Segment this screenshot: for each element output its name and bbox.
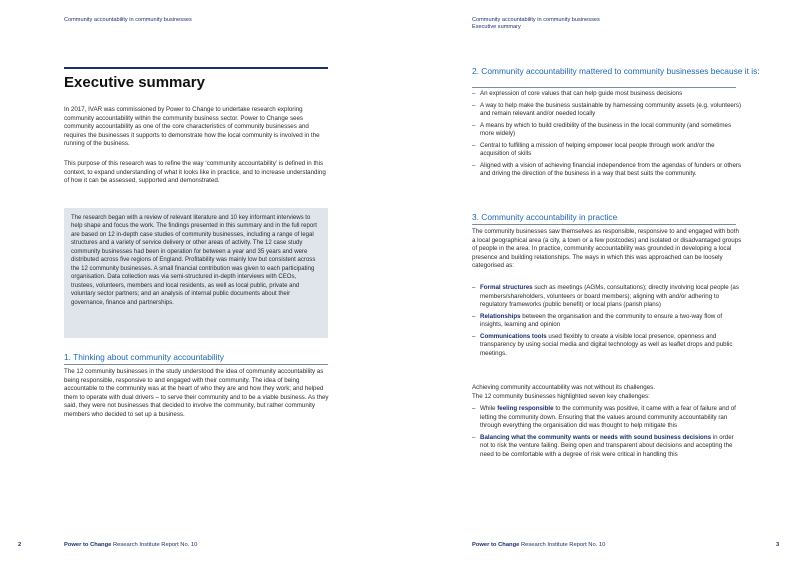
list-item-text: such as meetings (AGMs, consultations); directly involving local people (as members/shareholders, volunteers or board members); aligning with and/or adhering to regulatory frameworks (public benefit) or local plans (parish plans) bbox=[480, 284, 739, 308]
list-item-term: Balancing what the community wants or needs with sound business decisions bbox=[480, 433, 712, 441]
page-title: Executive summary bbox=[64, 74, 205, 91]
purpose-paragraph: This purpose of this research was to refine the way ‘community accountability’ is defined in this context, to expand understanding of what it looks like in practice, and to increase understanding of how it can be assessed, supported and demonstrated. bbox=[64, 160, 326, 184]
section-rule bbox=[472, 87, 736, 88]
title-rule bbox=[64, 67, 328, 69]
list-item-text: between the organisation and the community to ensure a two-way flow of insights, learning and opinion bbox=[480, 312, 723, 328]
list-item-text: in order not to risk the venture failing. Being open and transparent about decisions and accepting the need to be comfortable with a degree of risk were critical in handling this bbox=[480, 433, 734, 458]
footer-brand: Power to Change bbox=[472, 542, 520, 548]
list-item bbox=[472, 333, 742, 359]
running-head: Community accountability in community businesses bbox=[64, 17, 192, 23]
section-heading-3: 3. Community accountability in practice bbox=[472, 212, 618, 222]
footer-text: Research Institute Report No. 10 bbox=[111, 542, 198, 548]
list-item: – A way to help make the business sustainable by harnessing community assets (e.g. volunteers) and remain relevant and/or needed locally bbox=[472, 102, 742, 119]
list-item-text: to the community was positive, it came with a fear of failure and of letting the community down. Ensuring that the values around community accountability ran through everything the organisation did was thought to help mitigate this bbox=[480, 405, 736, 429]
list-item: – Central to fulfilling a mission of helping empower local people through work and/or the acquisition of skills bbox=[472, 142, 742, 159]
footer bbox=[64, 542, 197, 548]
section-rule bbox=[64, 364, 328, 365]
challenges-intro-line: Achieving community accountability was not without its challenges. bbox=[472, 384, 655, 391]
challenges-intro-line: The 12 community businesses highlighted seven key challenges: bbox=[472, 392, 650, 400]
list-item-term: Formal structures bbox=[480, 284, 533, 291]
practice-list bbox=[472, 284, 742, 361]
page-number: 2 bbox=[18, 542, 22, 548]
list-item: – An expression of core values that can help guide most business decisions bbox=[472, 90, 742, 99]
list-item-term: Relationships bbox=[480, 312, 521, 320]
list-item bbox=[472, 313, 742, 330]
section-heading-2: 2. Community accountability mattered to community businesses because it is: bbox=[472, 66, 760, 76]
section1-paragraph: The 12 community businesses in the study understood the idea of community accountability as being responsible, responsive to and engaged with their community. The idea of being accountable to the community was at the heart of who they are and how they work; and helped them to operate with dual drivers – to serve their community and to be a viable business. As they said, they were not businesses that decided to involve the community, but rather community members who decided to set up a business. bbox=[64, 368, 329, 418]
list-item: – Aligned with a vision of achieving financial independence from the agendas of funders or others and driving the direction of the business in a way that best suits the community. bbox=[472, 162, 742, 179]
running-head bbox=[472, 17, 600, 31]
page-number: 3 bbox=[776, 542, 780, 548]
methodology-callout bbox=[64, 208, 328, 338]
list-item-text: used flexibly to create a visible local presence, openness and transparency by using social media and digital technology as well as leaflet drops and public meetings. bbox=[480, 332, 733, 357]
list-item-term: Communications tools bbox=[480, 332, 547, 340]
list-item bbox=[472, 434, 742, 460]
list-item bbox=[472, 405, 742, 431]
footer bbox=[472, 542, 605, 548]
reasons-list bbox=[472, 90, 742, 182]
section-rule bbox=[472, 224, 736, 225]
list-item bbox=[472, 284, 742, 310]
callout-text: The research began with a review of relevant literature and 10 key informant interviews to help shape and focus the work. The findings presented in this summary and in the full report are based on 12 in-depth case studies of community businesses, including a range of legal structures and a variety of service delivery or other areas of activity. The 12 case study community businesses had been in operation for between a year and 35 years and were distributed across five regions of England. Profitability was mainly low but consistent across the 12 community businesses. A small financial contribution was given to each participating organisation. Data collection was via semi-structured in-depth interviews with CEOs, trustees, volunteers, members and local residents, as well as local public, private and voluntary sector partners; and an analysis of internal public documents about their governance, finance and partnerships. bbox=[71, 215, 317, 306]
list-item-term: feeling responsible bbox=[497, 405, 554, 412]
intro-paragraph: In 2017, IVAR was commissioned by Power to Change to undertake research exploring community accountability within the community business sector. Power to Change sees community accountability as one of the core characteristics of community businesses and requires the businesses it supports to demonstrate how the local community is involved in the running of the business. bbox=[64, 106, 320, 147]
challenges-list bbox=[472, 405, 742, 462]
running-head-section: Executive summary bbox=[472, 24, 521, 30]
right-page bbox=[400, 0, 800, 566]
footer-text: Research Institute Report No. 10 bbox=[519, 542, 606, 548]
section-heading-1: 1. Thinking about community accountability bbox=[64, 352, 224, 362]
running-head-line: Community accountability in community businesses bbox=[472, 17, 600, 23]
section3-paragraph: The community businesses saw themselves as responsible, responsive to and engaged with both a local geographical area (a city, a town or a few postcodes) and isolated or disadvantaged groups of people in the area. In practice, community accountability was grounded in developing a local presence and building relationships. The ways in which this was approached can be loosely categorised as: bbox=[472, 228, 742, 269]
footer-brand: Power to Change bbox=[64, 542, 112, 548]
list-item-prefix: While bbox=[480, 405, 498, 412]
challenges-intro bbox=[472, 384, 742, 401]
list-item: – A means by which to build credibility of the business in the local community (and sometimes more widely) bbox=[472, 122, 742, 139]
